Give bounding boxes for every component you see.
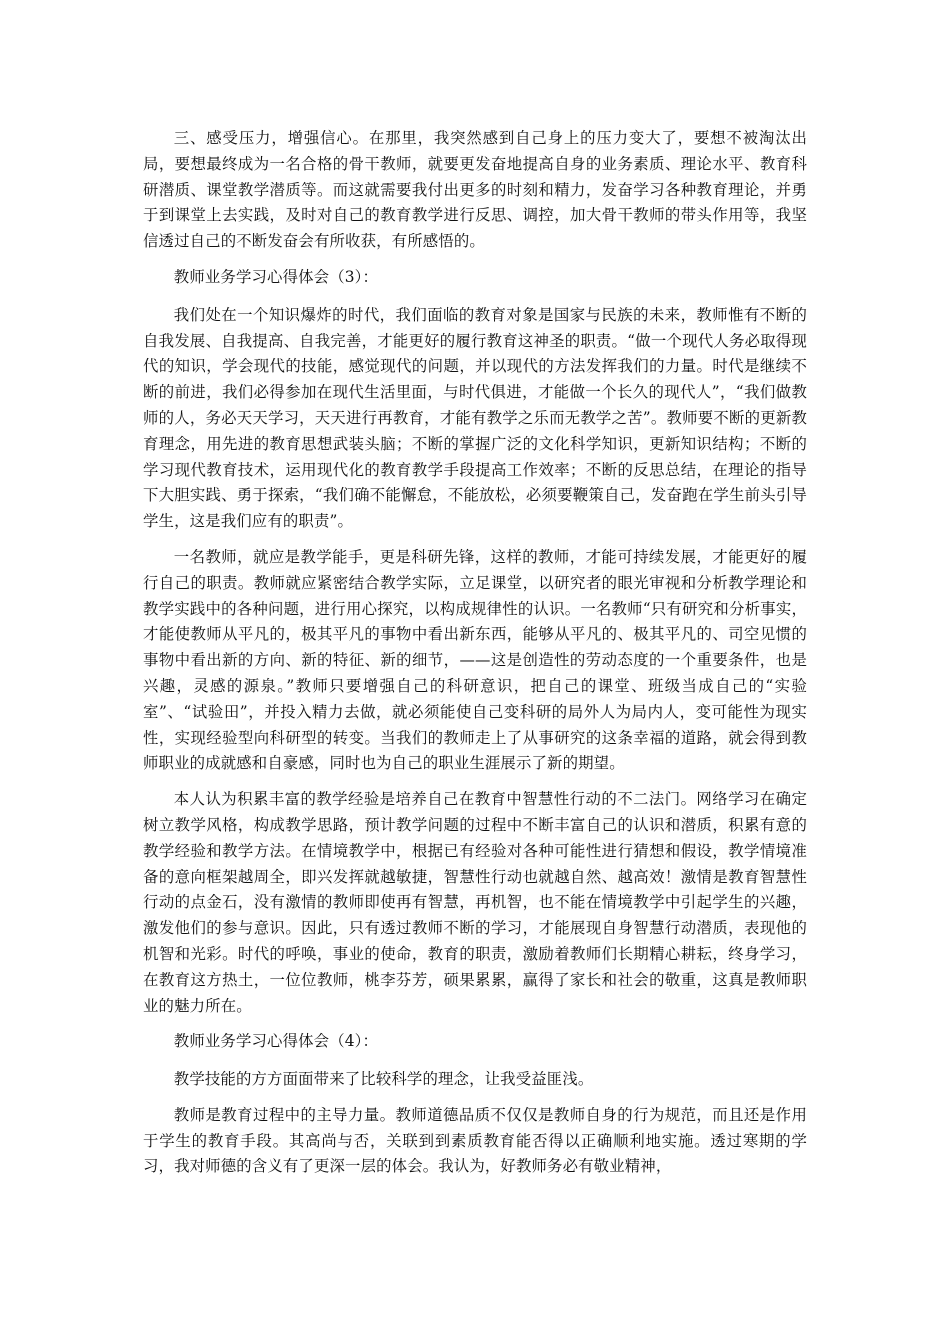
- paragraph-teacher-ethics: 教师是教育过程中的主导力量。教师道德品质不仅仅是教师自身的行为规范，而且还是作用于学生的教育手段。其高尚与否，关联到到素质教育能否得以正确顺利地实施。透过寒期的学习，我对师德的含义有了更深一层的体会。我认为，好教师务必有敬业精神，: [143, 1105, 807, 1176]
- paragraph-knowledge-era: 我们处在一个知识爆炸的时代，我们面临的教育对象是国家与民族的未来，教师惟有不断的自我发展、自我提高、自我完善，才能更好的履行教育这神圣的职责。“做一个现代人务必取得现代的知识，学会现代的技能，感觉现代的问题，并以现代的方法发挥我们的力量。时代是继续不断的前进，我们必得参加在现代生活里面，与时代俱进，才能做一个长久的现代人”，“我们做教师的人，务必天天学习，天天进行再教育，才能有教学之乐而无教学之苦”。教师要不断的更新教育理念，用先进的教育思想武装头脑；不断的掌握广泛的文化科学知识，更新知识结构；不断的学习现代教育技术，运用现代化的教育教学手段提高工作效率；不断的反思总结，在理论的指导下大胆实践、勇于探索，“我们确不能懈怠，不能放松，必须要鞭策自己，发奋跑在学生前头引导学生，这是我们应有的职责”。: [143, 305, 807, 531]
- paragraph-teaching-experience: 本人认为积累丰富的教学经验是培养自己在教育中智慧性行动的不二法门。网络学习在确定树立教学风格，构成教学思路，预计教学问题的过程中不断丰富自己的认识和潜质，积累有意的教学经验和教学方法。在情境教学中，根据已有经验对各种可能性进行猜想和假设，教学情境准备的意向框架越周全，即兴发挥就越敏捷，智慧性行动也就越自然、越高效！激情是教育智慧性行动的点金石，没有激情的教师即使再有智慧，再机智，也不能在情境教学中引起学生的兴趣，激发他们的参与意识。因此，只有透过教师不断的学习，才能展现自身智慧行动潜质，表现他的机智和光彩。时代的呼唤，事业的使命，教育的职责，激励着教师们长期精心耕耘，终身学习，在教育这方热土，一位位教师，桃李芬芳，硕果累累，赢得了家长和社会的敬重，这真是教师职业的魅力所在。: [143, 790, 807, 1015]
- paragraph-pressure-confidence: 三、感受压力，增强信心。在那里，我突然感到自己身上的压力变大了，要想不被淘汰出局，要想最终成为一名合格的骨干教师，就要更发奋地提高自身的业务素质、理论水平、教育科研潜质、课堂教学潜质等。而这就需要我付出更多的时刻和精力，发奋学习各种教育理论，并勇于到课堂上去实践，及时对自己的教育教学进行反思、调控，加大骨干教师的带头作用等，我坚信透过自己的不断发奋会有所收获，有所感悟的。: [143, 129, 807, 251]
- paragraph-research-pioneer: 一名教师，就应是教学能手，更是科研先锋，这样的教师，才能可持续发展，才能更好的履行自己的职责。教师就应紧密结合教学实际，立足课堂，以研究者的眼光审视和分析教学理论和教学实践中的各种问题，进行用心探究，以构成规律性的认识。一名教师“只有研究和分析事实，才能使教师从平凡的，极其平凡的事物中看出新东西，能够从平凡的、极其平凡的、司空见惯的事物中看出新的方向、新的特征、新的细节，——这是创造性的劳动态度的一个重要条件，也是兴趣，灵感的源泉。”教师只要增强自己的科研意识，把自己的课堂、班级当成自己的“实验室”、“试验田”，并投入精力去做，就必须能使自己变科研的局外人为局内人，变可能性为现实性，实现经验型向科研型的转变。当我们的教师走上了从事研究的这条幸福的道路，就会得到教师职业的成就感和自豪感，同时也为自己的职业生涯展示了新的期望。: [143, 547, 807, 773]
- section-heading-4: 教师业务学习心得体会（4）：: [173, 1032, 379, 1051]
- document-body: [143, 126, 807, 1190]
- section-heading-3: 教师业务学习心得体会（3）：: [173, 267, 379, 286]
- paragraph-teaching-skills: 教学技能的方方面面带来了比较科学的理念，让我受益匪浅。: [173, 1070, 594, 1089]
